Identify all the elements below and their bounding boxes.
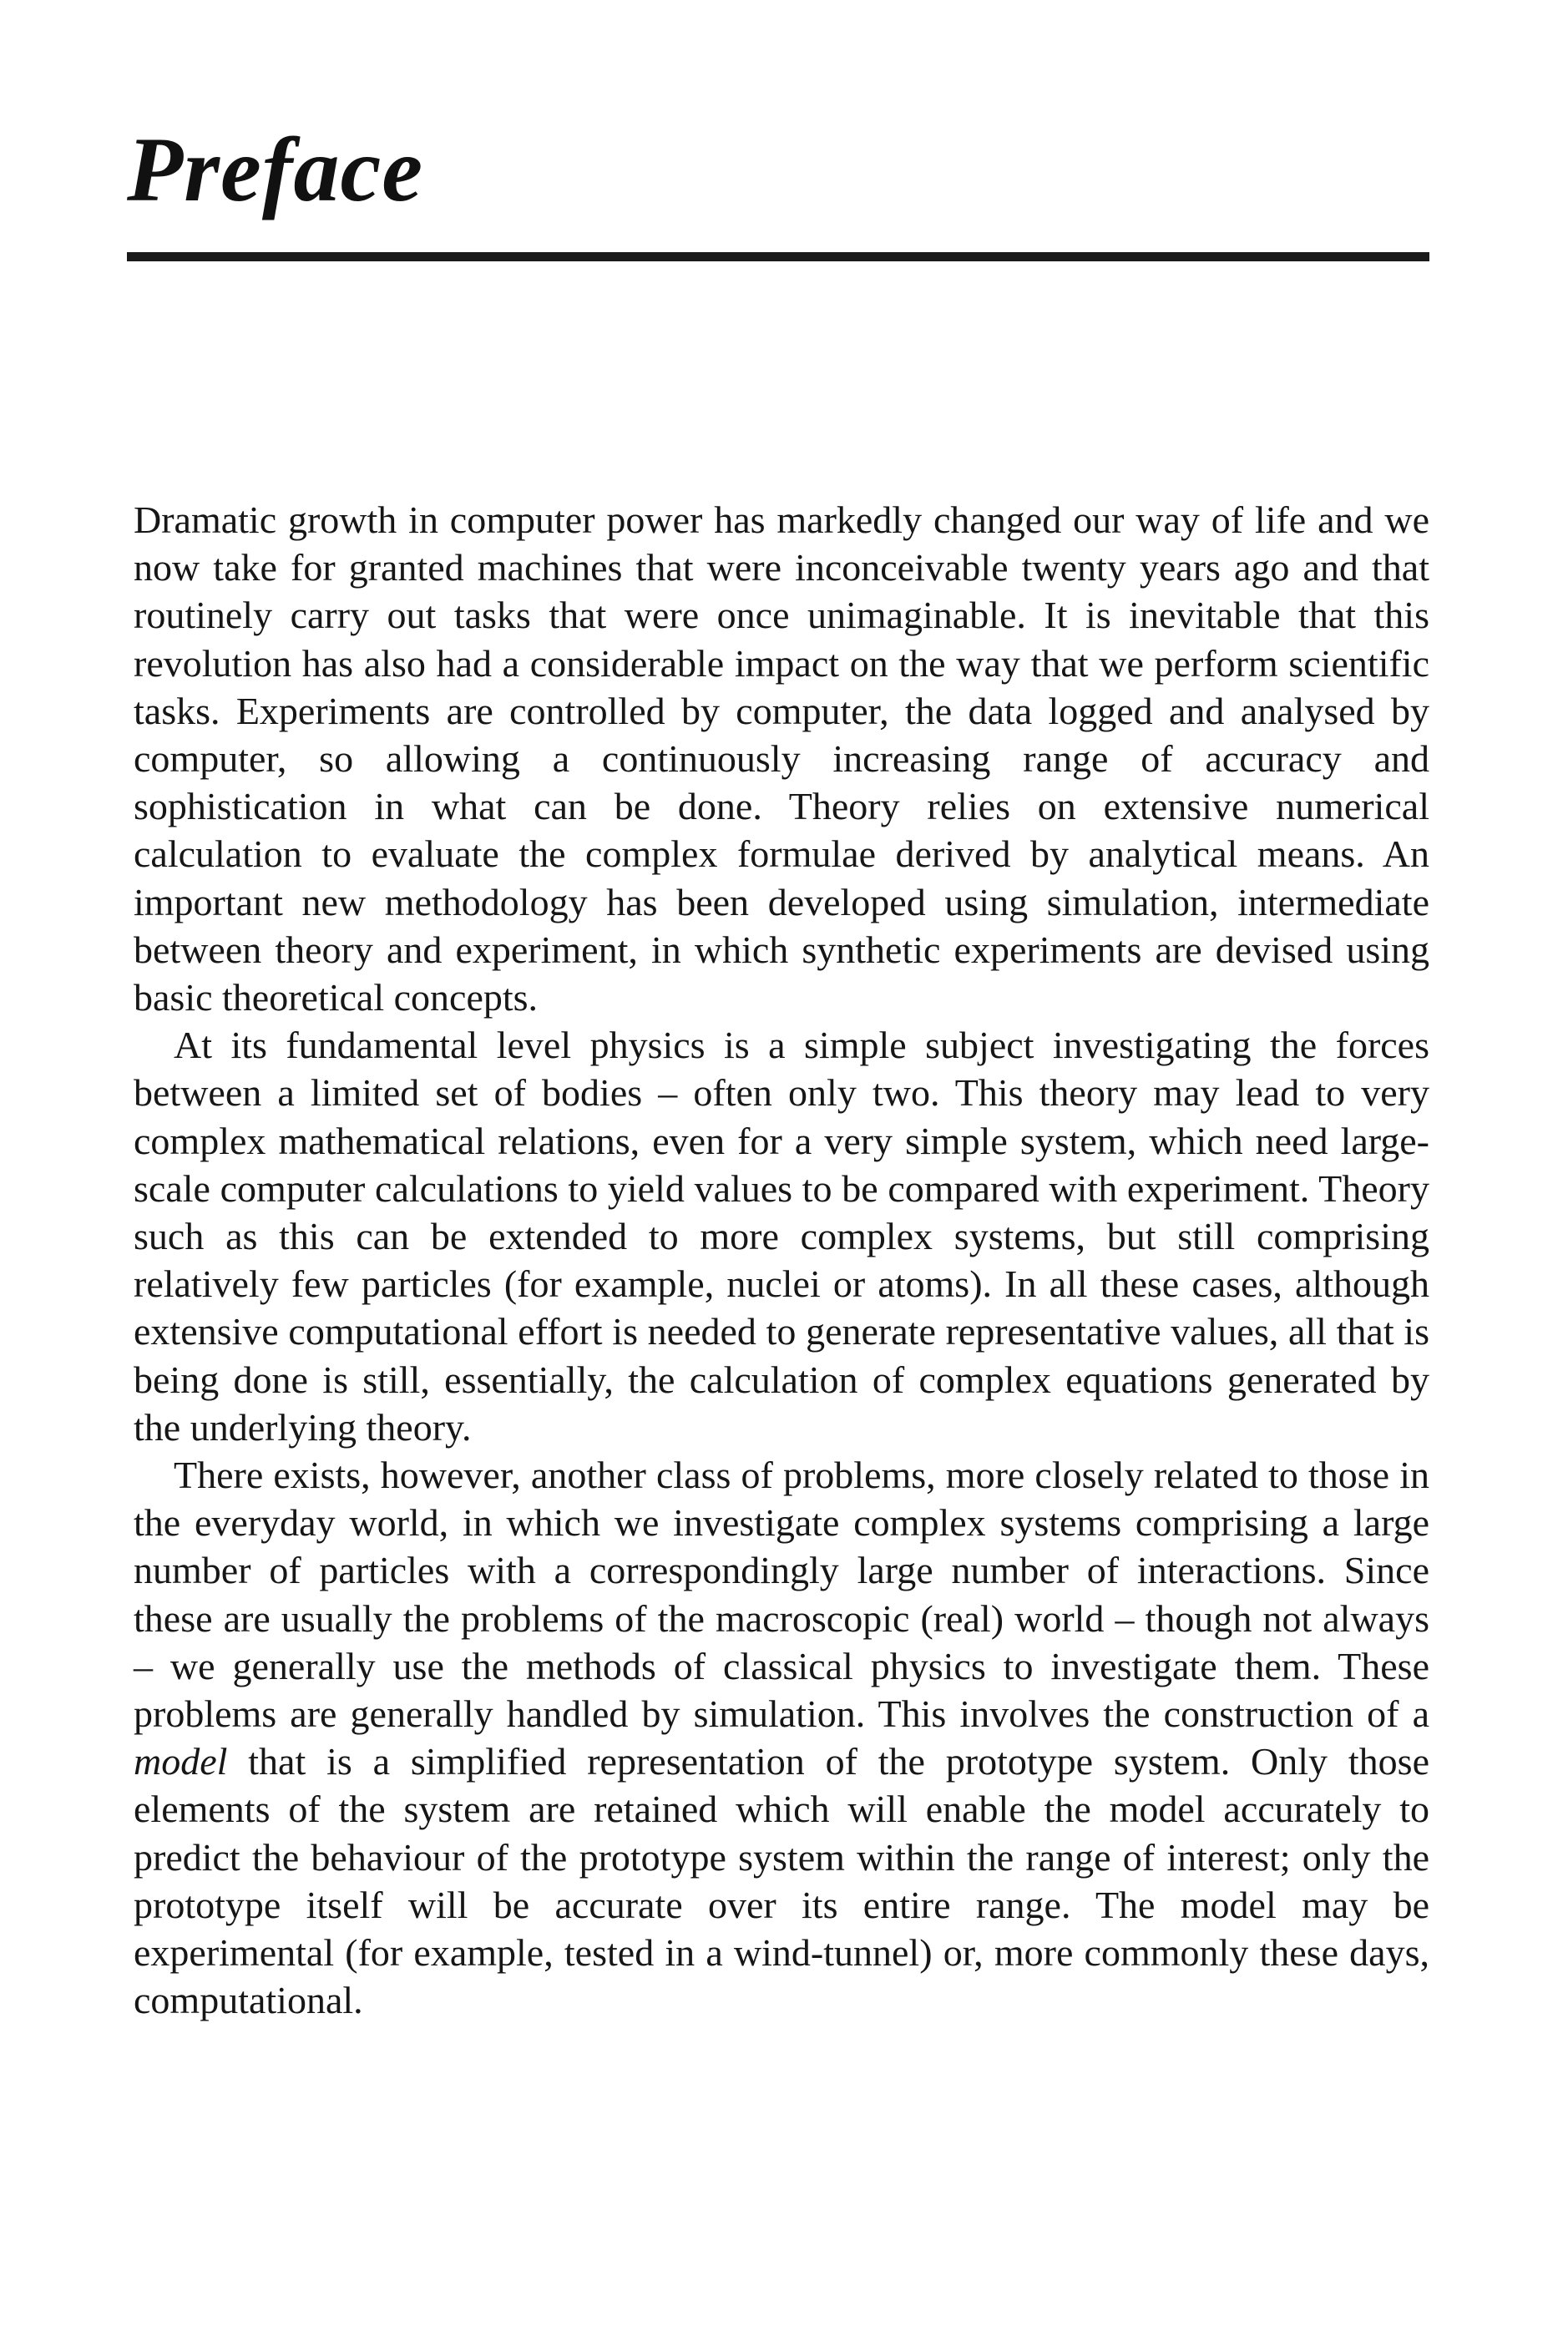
paragraph-1: Dramatic growth in computer power has markedly changed our way of life and we now take for granted machines that were inconceivable twenty years ago and that routinely carry out tasks that were once unimaginable. It is inevitable that this revolution has also had a considerable impact on the way that we perform scientific tasks. Experiments are controlled by computer, the data logged and analysed by computer, so allowing a continuously increasing range of accuracy and sophistication in what can be done. Theory relies on extensive numerical calculation to evaluate the complex formulae derived by analytical means. An important new methodology has been developed using simulation, intermediate between theory and experiment, in which synthetic experiments are devised using basic theoretical concepts. (134, 498, 1429, 1019)
preface-body (134, 496, 1429, 2025)
paragraph-3-part-1: There exists, however, another class of problems, more closely related to those in the everyday world, in which we investigate complex systems comprising a large number of particles with a correspondingly large number of interactions. Since these are usually the problems of the macroscopic (real) world – though not always – we generally use the methods of classical physics to investigate them. These problems are generally handled by simulation. This involves the construction of a (134, 1454, 1429, 1736)
emphasized-word-model: model (134, 1740, 228, 1783)
paragraph-3 (134, 1451, 1429, 2024)
paragraph-2: At its fundamental level physics is a simple subject investigating the forces between a limited set of bodies – often only two. This theory may lead to very complex mathematical relations, even for a very simple system, which need large-scale computer calculations to yield values to be compared with experiment. Theory such as this can be extended to more complex systems, but still comprising relatively few particles (for example, nuclei or atoms). In all these cases, although extensive computational effort is needed to generate representative values, all that is being done is still, essentially, the calculation of complex equations generated by the underlying theory. (134, 1024, 1429, 1449)
paragraph-3-part-2: that is a simplified representation of the prototype system. Only those elements of the system are retained which will enable the model accurately to predict the behaviour of the prototype system within the range of interest; only the prototype itself will be accurate over its entire range. The model may be experimental (for example, tested in a wind-tunnel) or, more commonly these days, computational. (134, 1740, 1429, 2022)
chapter-title: Preface (127, 119, 424, 220)
title-rule (127, 252, 1429, 261)
